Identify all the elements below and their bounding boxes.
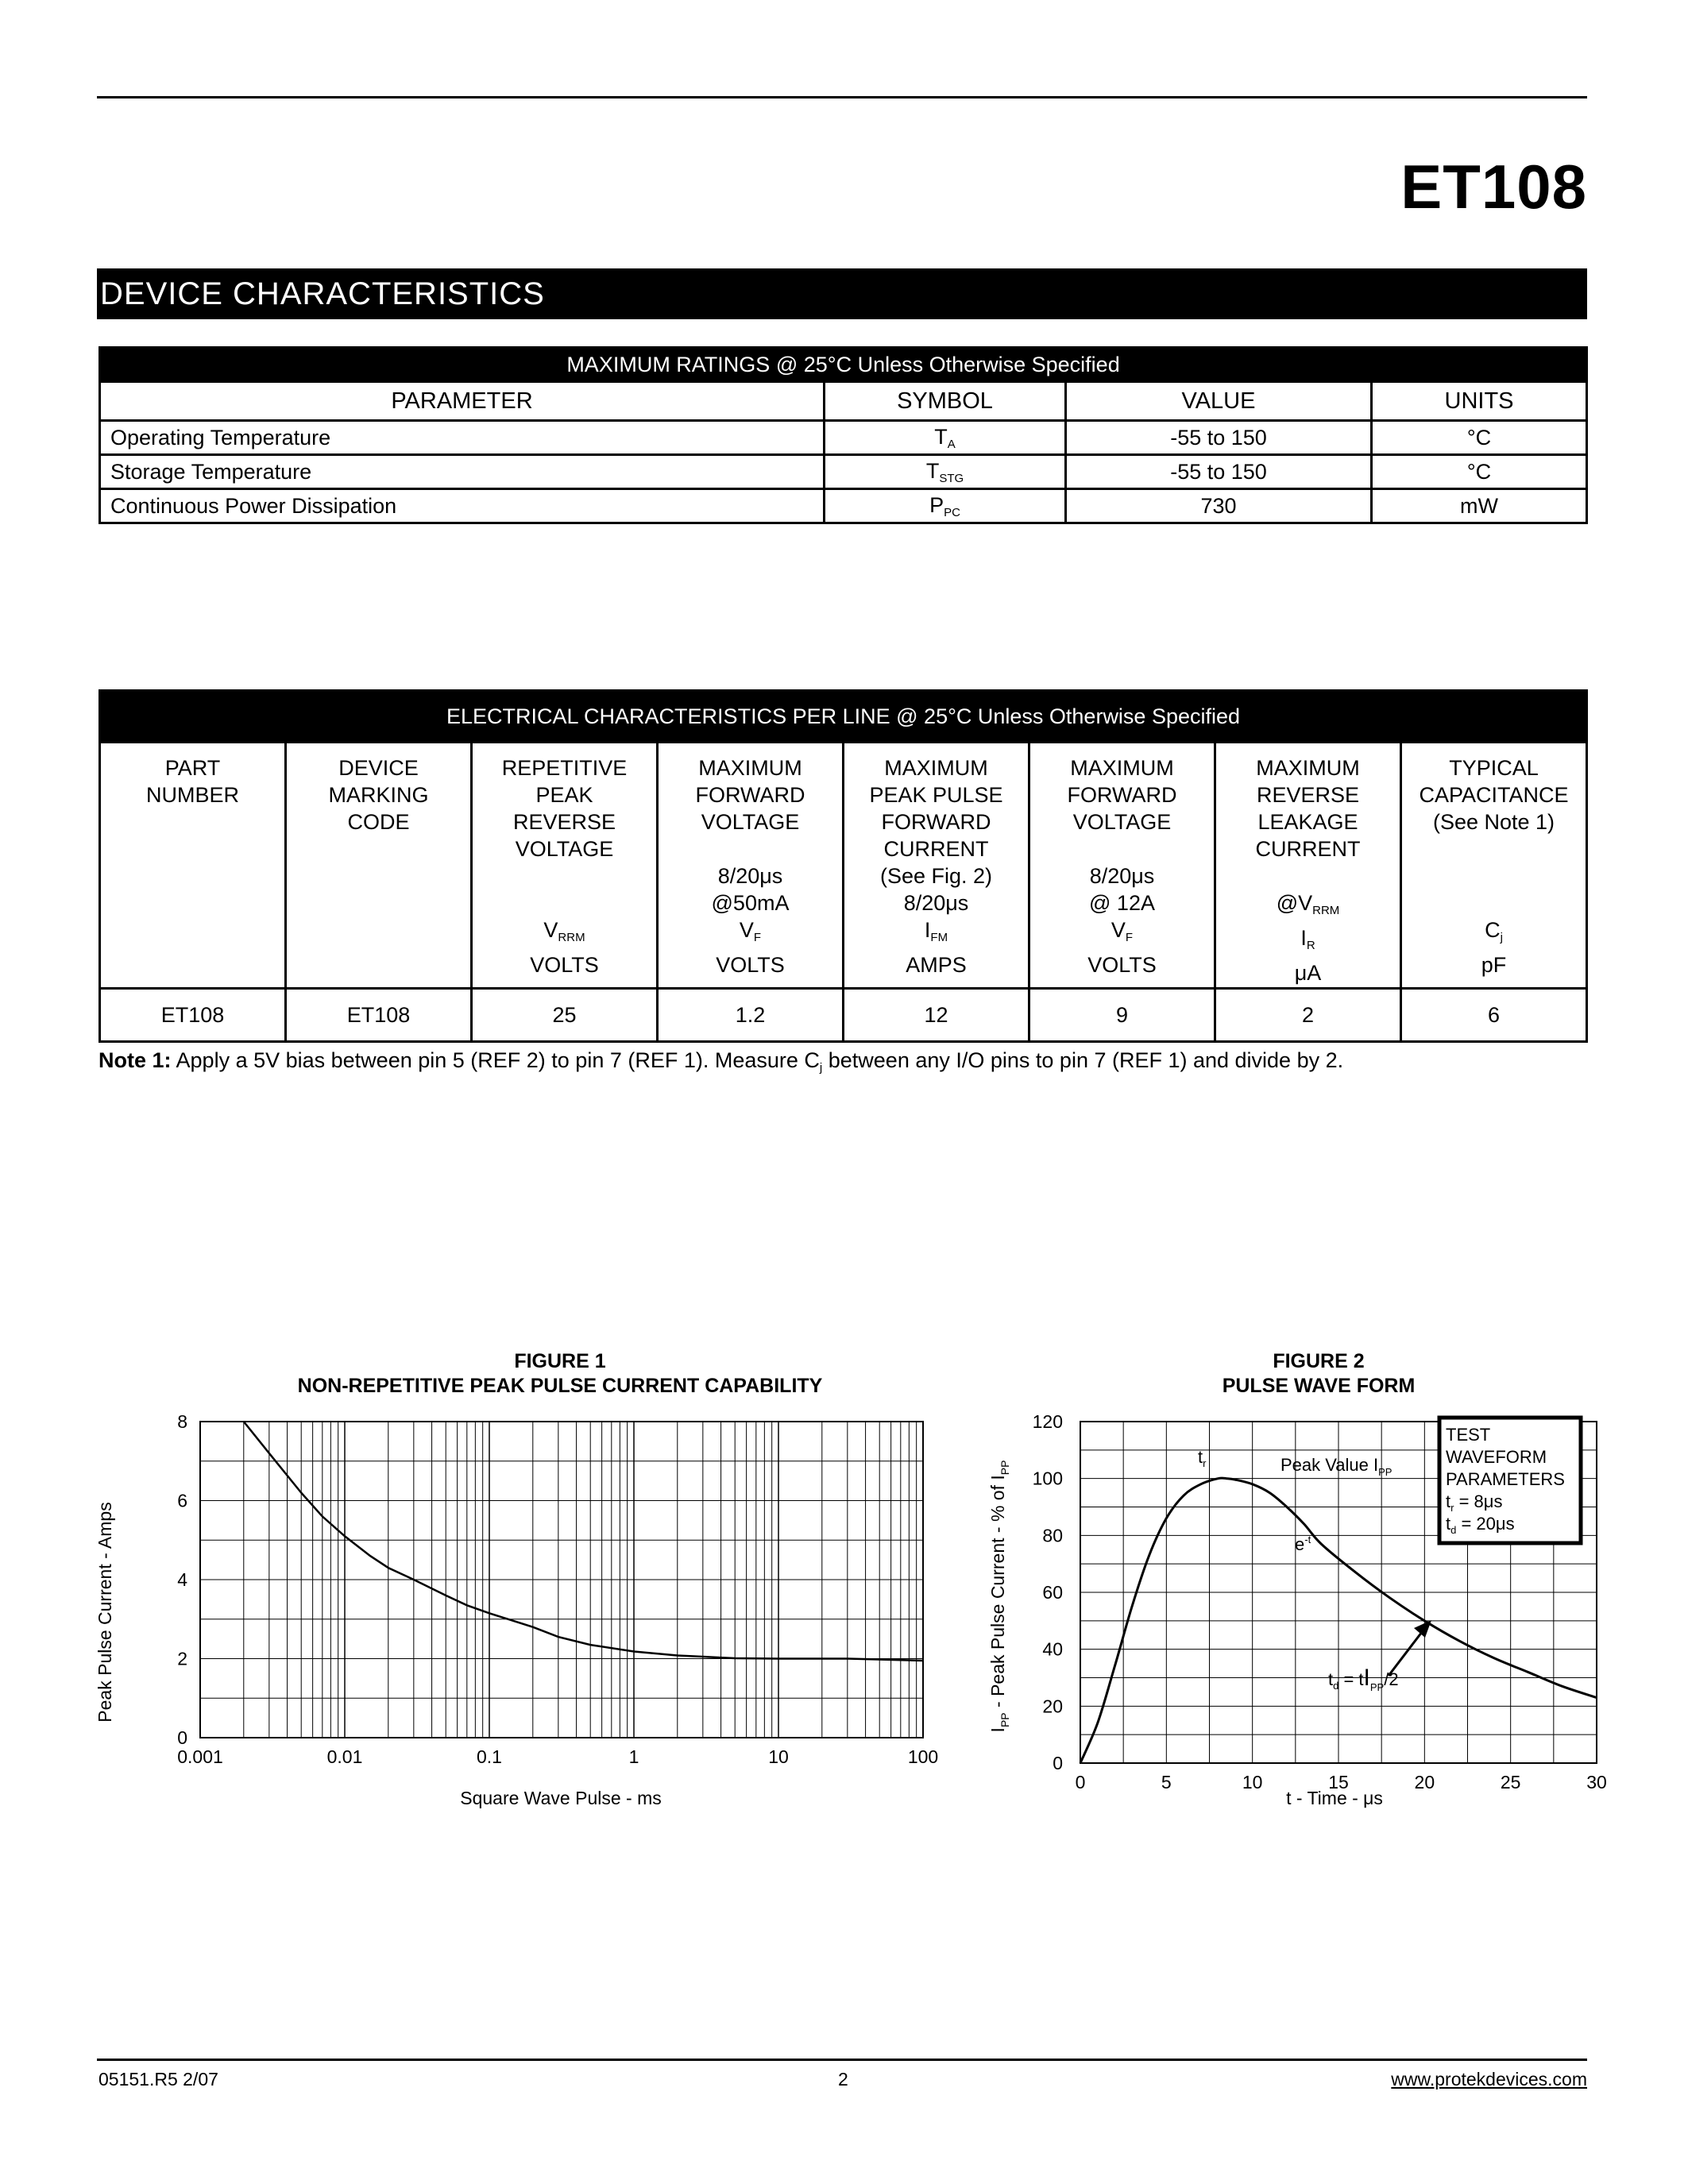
legend-td: $t_d = 20\mu s$ [1446,1514,1515,1536]
electrical-cell-3: 1.2 [658,989,844,1042]
footer-page-number: 2 [838,2069,848,2089]
figure-2-ytick: 120 [1032,1411,1063,1432]
electrical-col-4: MAXIMUM PEAK PULSE FORWARD CURRENT (See Fig. 2) 8/20μs $I_{FM}$ AMPS [844,743,1029,989]
legend-tr: $t_r = 8\mu s$ [1446,1491,1503,1514]
table-row [100,989,1587,1042]
figure-1-xtick: 10 [768,1746,789,1767]
electrical-cell-6: 2 [1215,989,1401,1042]
electrical-col-1: DEVICE MARKING CODE [286,743,472,989]
table-row: Continuous Power Dissipation $P_{PC}$ 730 mW [100,489,1587,523]
legend-line-3: PARAMETERS [1446,1469,1565,1489]
max-ratings-table [98,346,1588,524]
figure-1-series-line [244,1422,923,1661]
figure-2-ytick: 20 [1042,1696,1063,1717]
electrical-col-2: REPETITIVE PEAK REVERSE VOLTAGE $V_{RRM}$ VOLTS [472,743,658,989]
annotation-peak: Peak Value $I_{PP}$ [1280,1455,1393,1478]
figure-2-title: PULSE WAVE FORM [1222,1375,1416,1397]
figure-1-xtick: 0.001 [177,1746,223,1767]
col-value: VALUE [1066,382,1372,421]
legend-line-2: WAVEFORM [1446,1447,1547,1467]
electrical-cell-0: ET108 [100,989,286,1042]
electrical-cell-4: 12 [844,989,1029,1042]
figure-1-ytick: 4 [177,1569,187,1590]
figure-2-xtick: 0 [1075,1772,1086,1792]
figure-1-xtick: 100 [907,1746,939,1767]
note-1: Note 1: Apply a 5V bias between pin 5 (REF 2) to pin 7 (REF 1). Measure $C_j$ between any I/O pins to pin 7 (REF 1) and divide by 2. [98,1048,1344,1075]
figure-2-xtick: 25 [1500,1772,1521,1792]
figure-1-chart [87,1342,953,1819]
electrical-col-3: MAXIMUM FORWARD VOLTAGE 8/20μs @50mA $V_F$ VOLTS [658,743,844,989]
figure-2-ytick: 60 [1042,1582,1063,1603]
electrical-col-7: TYPICAL CAPACITANCE (See Note 1) $C_j$ pF [1401,743,1587,989]
electrical-col-6: MAXIMUM REVERSE LEAKAGE CURRENT $@V_{RRM}$ $I_R$ μA [1215,743,1401,989]
figure-1-xtick: 0.1 [477,1746,502,1767]
bottom-rule [97,2059,1587,2061]
figure-2-chart [969,1342,1605,1819]
figure-1-title: NON-REPETITIVE PEAK PULSE CURRENT CAPABILITY [297,1375,823,1397]
figure-1-ytick: 2 [177,1648,187,1669]
figure-1-xtick: 1 [628,1746,639,1767]
figure-2-caption: FIGURE 2 [1273,1350,1365,1372]
annotation-tr: $t_r$ [1198,1447,1207,1469]
figure-2-xtick: 30 [1586,1772,1607,1792]
figure-1-ytick: 6 [177,1490,187,1511]
section-title: DEVICE CHARACTERISTICS [97,268,1587,319]
footer-website-link[interactable]: www.protekdevices.com [1391,2069,1587,2089]
col-units: UNITS [1372,382,1587,421]
max-ratings-heading: MAXIMUM RATINGS @ 25°C Unless Otherwise Specified [100,348,1587,382]
table-row: Operating Temperature $T_A$ -55 to 150 °C [100,421,1587,455]
figure-2-xlabel: t - Time - μs [1286,1788,1383,1808]
figure-2-xtick: 15 [1328,1772,1349,1792]
electrical-heading: ELECTRICAL CHARACTERISTICS PER LINE @ 25°C Unless Otherwise Specified [100,691,1587,743]
figure-1-ytick: 0 [177,1727,187,1748]
figure-2-xtick: 5 [1161,1772,1172,1792]
figure-1-ytick: 8 [177,1411,187,1432]
col-symbol: SYMBOL [825,382,1066,421]
figure-2-xtick: 10 [1242,1772,1263,1792]
figure-2-ytick: 100 [1032,1468,1063,1489]
legend-line-1: TEST [1446,1425,1491,1445]
page-title: ET108 [1400,152,1587,222]
electrical-table [98,689,1588,1043]
figure-2-ytick: 80 [1042,1525,1063,1546]
electrical-cell-2: 25 [472,989,658,1042]
figure-2-ylabel: $I_{PP}$ - Peak Pulse Current - % of $I_{PP}$ [987,1460,1011,1733]
top-rule [97,96,1587,98]
figure-1-xtick: 0.01 [326,1746,363,1767]
electrical-cell-5: 9 [1029,989,1215,1042]
electrical-col-0: PART NUMBER [100,743,286,989]
annotation-decay: $e^{-t}$ [1295,1534,1311,1554]
table-row: Storage Temperature $T_{STG}$ -55 to 150 °C [100,455,1587,489]
annotation-arrowhead [1414,1620,1431,1638]
figure-2-ytick: 40 [1042,1638,1063,1660]
col-parameter: PARAMETER [100,382,825,421]
electrical-cell-7: 6 [1401,989,1587,1042]
electrical-cell-1: ET108 [286,989,472,1042]
figure-2-ytick: 0 [1053,1753,1063,1773]
annotation-arrow [1389,1632,1422,1676]
figure-1-caption: FIGURE 1 [514,1350,606,1372]
figure-1-ylabel: Peak Pulse Current - Amps [95,1502,115,1723]
figure-1-xlabel: Square Wave Pulse - ms [460,1788,662,1808]
figure-2-xtick: 20 [1414,1772,1435,1792]
annotation-td: $t_d = tI_{PP}/2$ [1328,1665,1399,1693]
electrical-col-5: MAXIMUM FORWARD VOLTAGE 8/20μs @ 12A $V_F$ VOLTS [1029,743,1215,989]
footer-doc-id: 05151.R5 2/07 [98,2069,218,2089]
